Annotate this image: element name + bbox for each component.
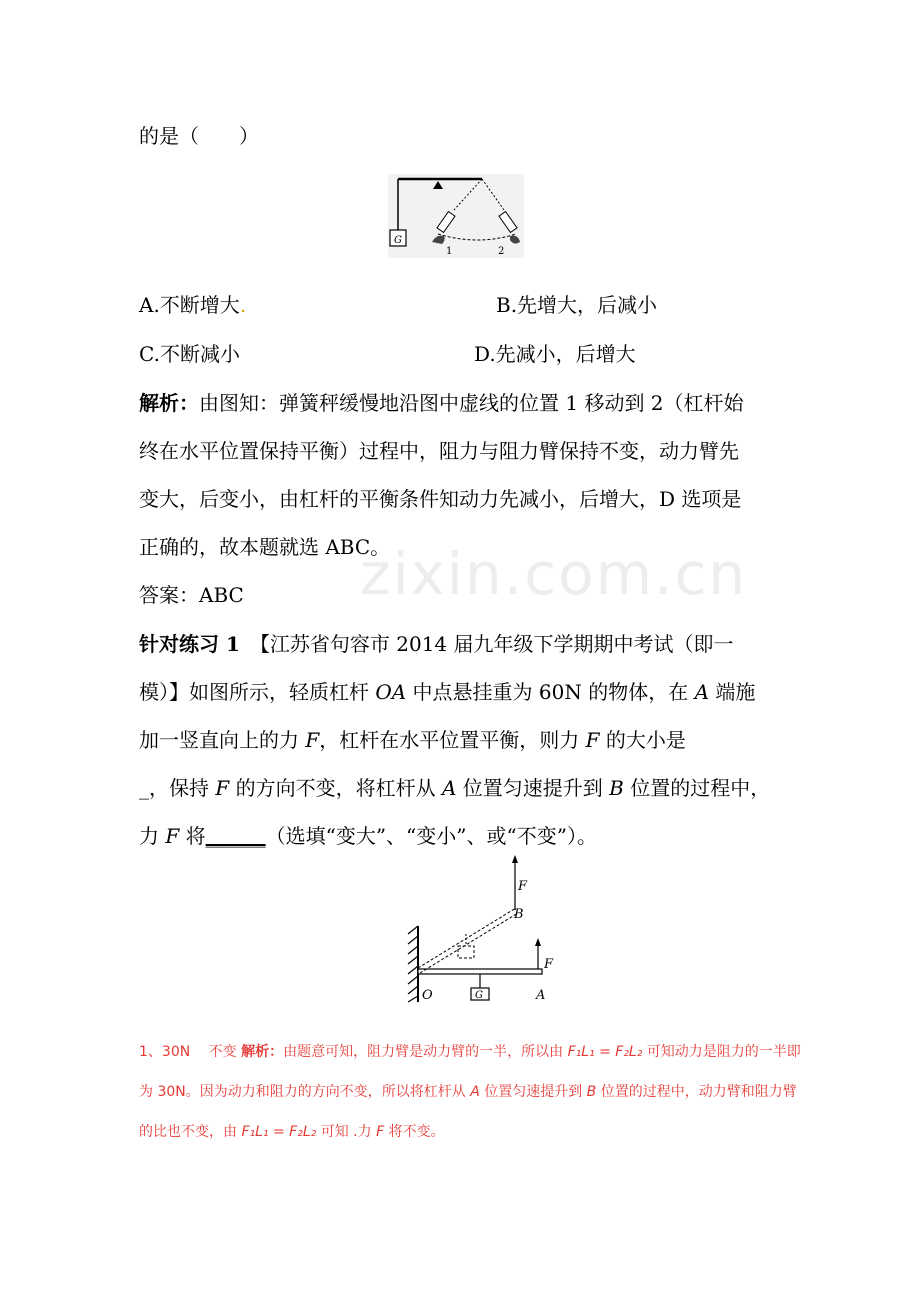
option-c: C.不断减小 bbox=[139, 342, 240, 366]
label-g: G bbox=[475, 990, 483, 1001]
exercise-label: 针对练习 1 bbox=[139, 632, 240, 656]
option-a: A.不断增大. bbox=[139, 293, 247, 317]
figure-lever-spring-balance bbox=[388, 174, 524, 258]
solution-line-3: 的比也不变，由 F₁L₁ = F₂L₂ 可知 .力 F 将不变。 bbox=[139, 1124, 445, 1140]
force-arrowhead-b bbox=[512, 855, 518, 863]
exercise-line-5: 力 F 将______（选填“变大”、“变小”、或“不变”）。 bbox=[139, 824, 597, 848]
answer-blank: ______ bbox=[205, 824, 266, 848]
lever-horizontal bbox=[418, 969, 542, 974]
exercise-line-4: _，保持 F 的方向不变，将杠杆从 A 位置匀速提升到 B 位置的过程中， bbox=[139, 776, 771, 800]
option-b: B.先增大，后减小 bbox=[496, 293, 658, 317]
figure-lever-oa bbox=[404, 852, 560, 1004]
lever-raised-dashed-1 bbox=[418, 908, 516, 968]
analysis-line-1: 解析：由图知：弹簧秤缓慢地沿图中虚线的位置 1 移动到 2（杠杆始 bbox=[139, 391, 744, 415]
watermark: zixin.com.cn bbox=[360, 540, 748, 608]
solution-line-2: 为 30N。因为动力和阻力的方向不变，所以将杠杆从 A 位置匀速提升到 B 位置的过程中，动力臂和阻力臂 bbox=[139, 1084, 797, 1100]
label-a: A bbox=[536, 988, 546, 1003]
wall-hatch bbox=[408, 926, 418, 1002]
weight-label: G bbox=[394, 235, 402, 246]
analysis-line-4: 正确的，故本题就选 ABC。 bbox=[139, 535, 391, 559]
exercise-line-3: 加一竖直向上的力 F，杠杆在水平位置平衡，则力 F 的大小是 bbox=[139, 728, 686, 752]
analysis-line-3: 变大，后变小，由杠杆的平衡条件知动力先减小，后增大，D 选项是 bbox=[139, 487, 742, 511]
option-d: D.先减小，后增大 bbox=[474, 342, 636, 366]
solution-line-1: 1、30N 不变 解析：由题意可知，阻力臂是动力臂的一半，所以由 F₁L₁ = F₂L₂ 可知动力是阻力的一半即 bbox=[139, 1044, 801, 1060]
pos-label-1: 1 bbox=[446, 246, 453, 257]
label-o: O bbox=[422, 988, 433, 1003]
solution-label: 解析： bbox=[241, 1044, 284, 1060]
pos-label-2: 2 bbox=[498, 246, 505, 257]
label-b: B bbox=[514, 907, 524, 922]
label-f-top: F bbox=[518, 879, 528, 894]
question-tail: 的是（ ） bbox=[139, 124, 259, 148]
analysis-label: 解析： bbox=[139, 391, 199, 415]
exercise-line-1: 针对练习 1 【江苏省句容市 2014 届九年级下学期期中考试（即一 bbox=[139, 632, 734, 656]
answer: 答案：ABC bbox=[139, 583, 244, 607]
analysis-line-2: 终在水平位置保持平衡）过程中，阻力与阻力臂保持不变，动力臂先 bbox=[139, 439, 739, 463]
lever-raised-dashed-2 bbox=[420, 913, 518, 973]
label-f-right: F bbox=[544, 957, 554, 972]
exercise-line-2: 模）】如图所示，轻质杠杆 OA 中点悬挂重为 60N 的物体，在 A 端施 bbox=[139, 680, 756, 704]
force-arrowhead-a bbox=[535, 938, 541, 946]
